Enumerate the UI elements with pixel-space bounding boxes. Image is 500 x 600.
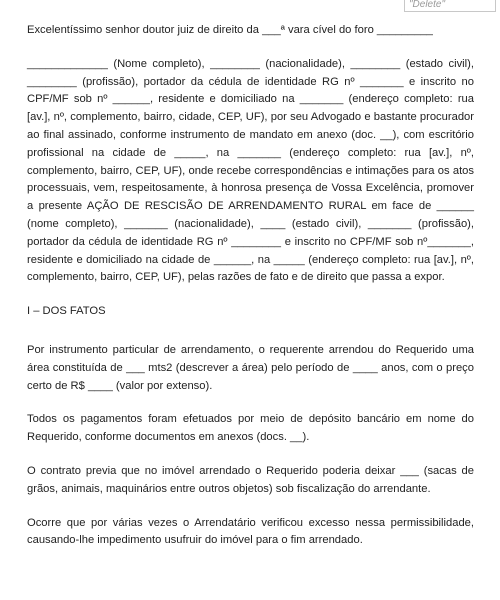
facts-paragraph-1: Por instrumento particular de arrendamento, o requerente arrendou do Requerido uma área constituída de ___ mts2 (descrever a área) pelo período de ____ anos, com o preço certo de R$ ____ (valor por extenso). xyxy=(27,343,474,392)
qualification-paragraph: _____________ (Nome completo), ________ (nacionalidade), ________ (estado civil), ________ (profissão), portador da cédula de identidade RG nº _______ e inscrito no CPF/MF sob nº ______, residente e domiciliado na _______ (endereço completo: rua [av.], nº, complemento, bairro, cidade, CEP, UF), por seu Advogado e bastante procurador ao final assinado, conforme instrumento de mandato em anexo (doc. __), com escritório profissional na cidade de _____, na _______ (endereço completo: rua [av.], nº, complemento, bairro, CEP, UF), onde recebe correspondências e intimações para os atos processuais, vem, respeitosamente, à honrosa presença de Vossa Excelência, promover a presente AÇÃO DE RESCISÃO DE ARRENDAMENTO RURAL em face de ______ (nome completo), _______ (nacionalidade), ____ (estado civil), _______ (profissão), portador da cédula de identidade RG nº ________ e inscrito no CPF/MF sob nº_______, residente e domiciliado na cidade de ______, na _____ (endereço completo: rua [av.], nº, complemento, bairro, CEP, UF), pelas razões de fato e de direito que passa a expor. xyxy=(27,57,474,284)
facts-paragraph-2: Todos os pagamentos foram efetuados por meio de depósito bancário em nome do Requerido, conforme documentos em anexos (docs. __). xyxy=(27,413,474,444)
facts-paragraph-3: O contrato previa que no imóvel arrendado o Requerido poderia deixar ___ (sacas de grãos, animais, maquinários entre outros objetos) sob fiscalização do arrendante. xyxy=(27,464,474,495)
facts-paragraph-4: Ocorre que por várias vezes o Arrendatário verificou excesso nessa permissibilidade, causando-lhe impedimento usufruir do imóvel para o fim arrendado. xyxy=(27,516,474,547)
section-title: I – DOS FATOS xyxy=(27,305,106,318)
delete-tab[interactable]: "Delete" xyxy=(404,0,496,12)
document-page xyxy=(27,22,474,550)
court-address-line: Excelentíssimo senhor doutor juiz de direito da ___ª vara cível do foro _________ xyxy=(27,24,433,36)
